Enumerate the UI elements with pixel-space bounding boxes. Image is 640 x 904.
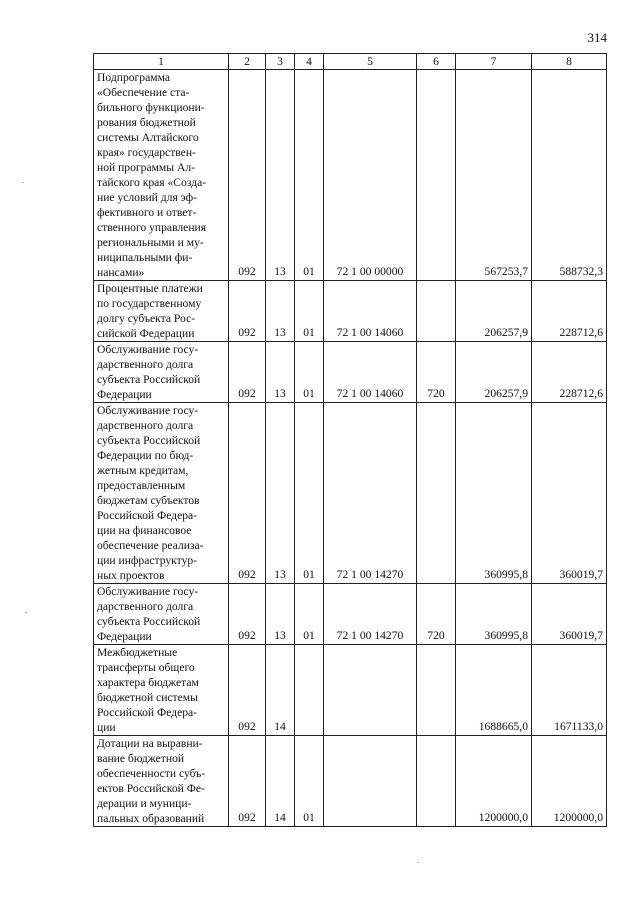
row-target-article: 72 1 00 14270	[324, 584, 417, 645]
header-col-2: 2	[229, 54, 266, 70]
header-col-7: 7	[456, 54, 532, 70]
table-row	[94, 342, 607, 403]
row-name: Обслуживание госу- дарственного долга субъекта Российской Федерации	[94, 584, 229, 645]
table-row	[94, 584, 607, 645]
row-target-article	[324, 645, 417, 736]
row-target-article: 72 1 00 14270	[324, 403, 417, 584]
row-amount-year-1: 1688665,0	[456, 645, 532, 736]
row-subsection: 01	[295, 403, 324, 584]
header-col-8: 8	[532, 54, 607, 70]
row-target-article: 72 1 00 00000	[324, 70, 417, 281]
row-name: Обслуживание госу- дарственного долга субъекта Российской Федерации по бюд- жетным кредитам, предоставленным бюджетам субъектов Российской Федера- ции на финансовое обеспечение реализа- ции инфраструктур- ных проектов	[94, 403, 229, 584]
row-target-article	[324, 736, 417, 827]
header-col-3: 3	[266, 54, 295, 70]
row-amount-year-2: 228712,6	[532, 281, 607, 342]
row-amount-year-1: 206257,9	[456, 342, 532, 403]
row-section: 13	[266, 584, 295, 645]
scan-speck	[22, 182, 24, 183]
row-subsection: 01	[295, 584, 324, 645]
row-expense-type	[417, 736, 456, 827]
row-section: 13	[266, 403, 295, 584]
row-amount-year-2: 588732,3	[532, 70, 607, 281]
row-subsection: 01	[295, 281, 324, 342]
row-subsection: 01	[295, 70, 324, 281]
row-ministry-code: 092	[229, 342, 266, 403]
row-section: 13	[266, 70, 295, 281]
row-section: 13	[266, 342, 295, 403]
table-row	[94, 736, 607, 827]
scan-speck	[25, 612, 27, 613]
row-ministry-code: 092	[229, 70, 266, 281]
row-section: 14	[266, 736, 295, 827]
row-expense-type: 720	[417, 342, 456, 403]
row-amount-year-1: 360995,8	[456, 584, 532, 645]
row-ministry-code: 092	[229, 281, 266, 342]
row-section: 14	[266, 645, 295, 736]
row-subsection: 01	[295, 736, 324, 827]
row-subsection	[295, 645, 324, 736]
row-amount-year-2: 360019,7	[532, 403, 607, 584]
row-amount-year-1: 206257,9	[456, 281, 532, 342]
row-expense-type	[417, 70, 456, 281]
header-col-6: 6	[417, 54, 456, 70]
row-section: 13	[266, 281, 295, 342]
row-name: Подпрограмма «Обеспечение ста- бильного функциони- рования бюджетной системы Алтайского края» государствен- ной программы Ал- тайского края «Созда- ние условий для эф- фективного и ответ- ственного управления региональными и му- ниципальными фи- нансами»	[94, 70, 229, 281]
row-amount-year-2: 360019,7	[532, 584, 607, 645]
row-expense-type	[417, 281, 456, 342]
row-ministry-code: 092	[229, 645, 266, 736]
row-expense-type	[417, 403, 456, 584]
row-target-article: 72 1 00 14060	[324, 342, 417, 403]
header-row	[94, 54, 607, 70]
row-name: Обслуживание госу- дарственного долга субъекта Российской Федерации	[94, 342, 229, 403]
row-name: Межбюджетные трансферты общего характера бюджетам бюджетной системы Российской Федера- ции	[94, 645, 229, 736]
table-row	[94, 645, 607, 736]
row-amount-year-1: 1200000,0	[456, 736, 532, 827]
row-expense-type: 720	[417, 584, 456, 645]
table-row	[94, 281, 607, 342]
row-amount-year-1: 567253,7	[456, 70, 532, 281]
scan-speck	[417, 862, 419, 863]
row-amount-year-2: 1200000,0	[532, 736, 607, 827]
header-col-5: 5	[324, 54, 417, 70]
row-target-article: 72 1 00 14060	[324, 281, 417, 342]
row-amount-year-1: 360995,8	[456, 403, 532, 584]
table-row	[94, 70, 607, 281]
row-name: Дотации на выравни- вание бюджетной обеспеченности субъ- ектов Российской Фе- дерации и муници- пальных образований	[94, 736, 229, 827]
row-subsection: 01	[295, 342, 324, 403]
row-ministry-code: 092	[229, 736, 266, 827]
row-ministry-code: 092	[229, 584, 266, 645]
budget-table	[93, 53, 607, 827]
row-name: Процентные платежи по государственному долгу субъекта Рос- сийской Федерации	[94, 281, 229, 342]
table-row	[94, 403, 607, 584]
row-ministry-code: 092	[229, 403, 266, 584]
page-number: 314	[587, 30, 607, 45]
header-col-1: 1	[94, 54, 229, 70]
header-col-4: 4	[295, 54, 324, 70]
row-amount-year-2: 1671133,0	[532, 645, 607, 736]
row-amount-year-2: 228712,6	[532, 342, 607, 403]
row-expense-type	[417, 645, 456, 736]
